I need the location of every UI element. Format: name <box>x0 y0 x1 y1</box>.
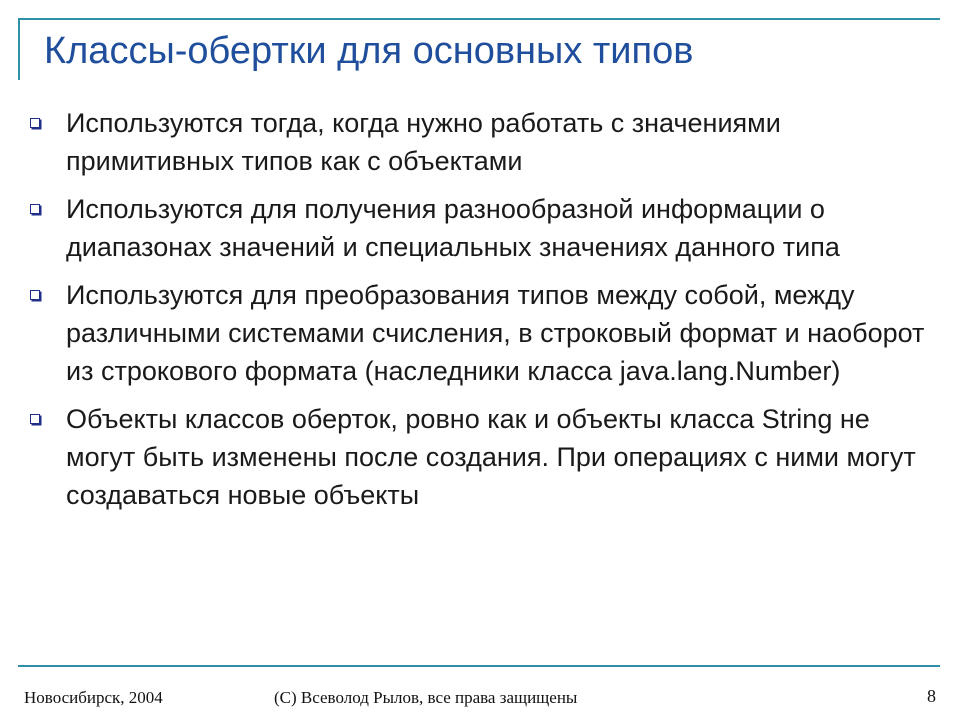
footer-rule <box>18 665 940 667</box>
title-top-rule <box>18 18 940 20</box>
bullet-list <box>30 104 930 524</box>
bullet-text: Используются тогда, когда нужно работать с значениями примитивных типов как с объектами <box>66 108 781 176</box>
bullet-text: Используются для преобразования типов между собой, между различными системами счисления, в строковый формат и наоборот из строкового формата (наследники класса java.lang.Number) <box>66 280 925 386</box>
bullet-item <box>30 276 930 390</box>
footer-location-year: Новосибирск, 2004 <box>24 688 163 707</box>
bullet-item <box>30 104 930 180</box>
hollow-square-bullet-icon <box>30 118 40 128</box>
bullet-item <box>30 190 930 266</box>
bullet-item <box>30 400 930 514</box>
bullet-text: Используются для получения разнообразной информации о диапазонах значений и специальных значениях данного типа <box>66 194 840 262</box>
page-number: 8 <box>927 686 936 706</box>
title-left-rule <box>18 20 20 80</box>
bullet-text: Объекты классов оберток, ровно как и объекты класса String не могут быть изменены после создания. При операциях с ними могут создаваться новые объекты <box>66 404 916 510</box>
slide-title: Классы-обертки для основных типов <box>44 30 694 72</box>
hollow-square-bullet-icon <box>30 204 40 214</box>
hollow-square-bullet-icon <box>30 290 40 300</box>
hollow-square-bullet-icon <box>30 414 40 424</box>
footer-copyright: (C) Всеволод Рылов, все права защищены <box>274 688 578 707</box>
